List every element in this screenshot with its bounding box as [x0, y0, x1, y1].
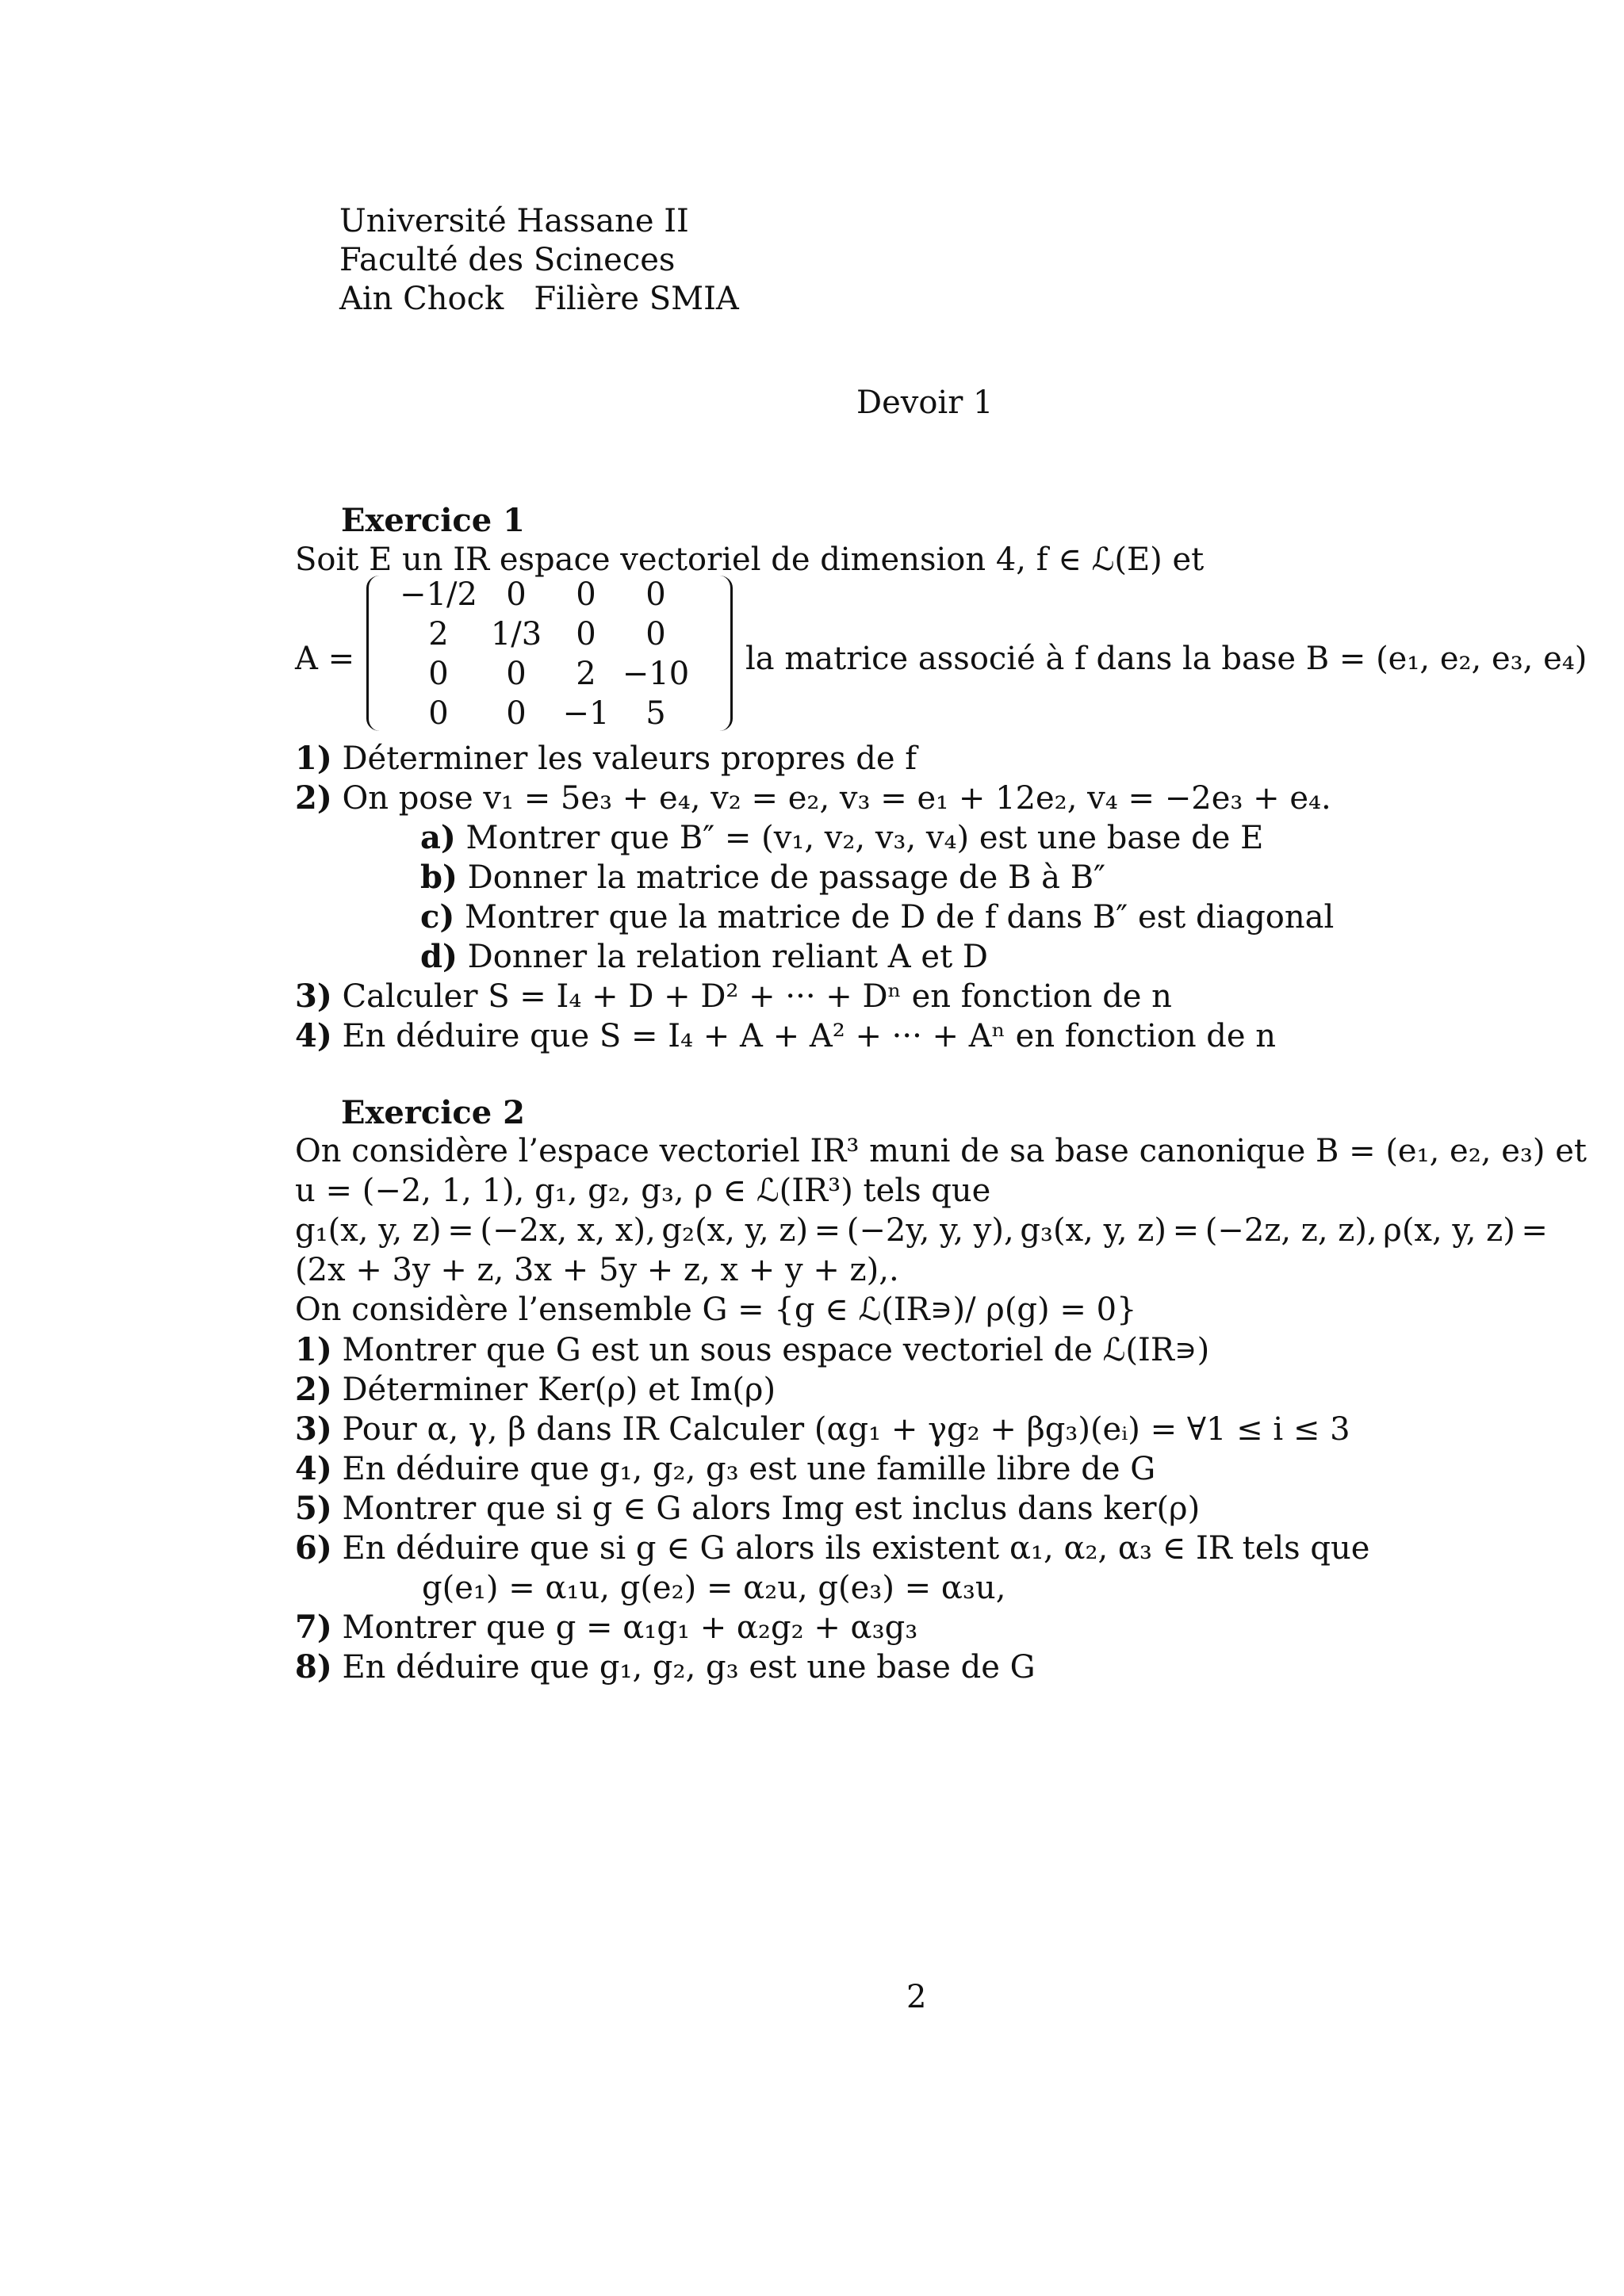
definition-part: =	[1172, 1212, 1200, 1249]
matrix-cell: 0	[506, 656, 527, 692]
question-number: 2)	[295, 779, 332, 817]
matrix-cell: 0	[428, 695, 449, 732]
exercise-1-intro: Soit E un IR espace vectoriel de dimension 4, f ∈ ℒ(E) et	[295, 541, 1205, 578]
matrix-cell: −1	[562, 695, 610, 732]
document-title: Devoir 1	[856, 385, 994, 421]
question-number: 5)	[295, 1490, 332, 1527]
matrix-cell: 0	[506, 576, 527, 613]
definition-part: (−2x, x, x),	[480, 1212, 656, 1249]
exercise-2-intro-2: u = (−2, 1, 1), g₁, g₂, g₃, ρ ∈ ℒ(IR³) tels que	[295, 1173, 991, 1209]
question-number: d)	[420, 938, 458, 975]
question-text: Donner la relation reliant A et D	[457, 939, 988, 975]
ex2-question-1	[295, 1330, 1209, 1370]
question-text: Montrer que g = α₁g₁ + α₂g₂ + α₃g₃	[331, 1609, 918, 1646]
ex1-question-4	[295, 1016, 1276, 1056]
left-parenthesis	[366, 576, 393, 731]
question-number: 1)	[295, 740, 332, 777]
question-text: g(e₁) = α₁u, g(e₂) = α₂u, g(e₃) = α₃u,	[422, 1570, 1006, 1606]
question-number: 2)	[295, 1371, 332, 1408]
matrix-cell: 0	[506, 695, 527, 732]
ex2-question-3	[295, 1410, 1350, 1449]
question-text: En déduire que g₁, g₂, g₃ est une famille libre de G	[331, 1451, 1156, 1487]
ex2-question-8	[295, 1647, 1036, 1687]
ex1-question-1	[295, 739, 917, 779]
matrix-cell: 1/3	[490, 616, 542, 652]
question-text: Calculer S = I₄ + D + D² + ··· + Dⁿ en fonction de n	[331, 978, 1172, 1015]
question-text: En déduire que S = I₄ + A + A² + ··· + Aⁿ en fonction de n	[331, 1018, 1277, 1054]
definition-part: =	[447, 1212, 474, 1249]
question-number: 6)	[295, 1529, 332, 1567]
ex1-question-3	[295, 977, 1172, 1016]
question-number: 1)	[295, 1331, 332, 1368]
question-number: b)	[420, 859, 458, 896]
exercise-2-title: Exercice 2	[341, 1094, 525, 1131]
question-text: En déduire que si g ∈ G alors ils existent α₁, α₂, α₃ ∈ IR tels que	[331, 1530, 1370, 1567]
question-text: Montrer que la matrice de D de f dans B″ est diagonal	[454, 899, 1335, 936]
matrix-cell: 0	[645, 576, 666, 613]
question-number: a)	[420, 819, 456, 856]
question-text: En déduire que g₁, g₂, g₃ est une base de G	[331, 1649, 1036, 1686]
matrix-caption: la matrice associé à f dans la base B = (e₁, e₂, e₃, e₄)	[745, 641, 1588, 677]
faculty-name: Faculté des Scineces	[339, 242, 676, 278]
definition-part: ρ(x, y, z)	[1383, 1212, 1515, 1249]
matrix-label: A =	[295, 641, 355, 677]
definition-part: =	[814, 1212, 841, 1249]
ex1-question-2	[295, 779, 1331, 818]
definition-part: (−2y, y, y),	[846, 1212, 1014, 1249]
matrix-cell: 2	[428, 616, 449, 652]
definition-part: =	[1521, 1212, 1548, 1249]
matrix-cell: 5	[645, 695, 666, 732]
matrix-cell: −10	[622, 656, 690, 692]
ex1-question-2d	[420, 937, 988, 977]
question-text: Montrer que G est un sous espace vectoriel de ℒ(IR∍)	[331, 1332, 1210, 1368]
exercise-2-definitions	[295, 1211, 1548, 1250]
ex1-question-2c	[420, 897, 1334, 937]
question-number: 7)	[295, 1609, 332, 1646]
matrix-cell: 2	[576, 656, 596, 692]
matrix-cell: −1/2	[400, 576, 477, 613]
ex2-question-6-detail	[422, 1568, 1005, 1608]
question-number: 3)	[295, 978, 332, 1015]
question-text: Donner la matrice de passage de B à B″	[457, 859, 1106, 896]
question-number: c)	[420, 898, 455, 936]
question-text: Déterminer Ker(ρ) et Im(ρ)	[331, 1372, 776, 1408]
question-number: 3)	[295, 1410, 332, 1448]
ex2-question-2	[295, 1370, 776, 1410]
ex1-question-2b	[420, 858, 1105, 897]
question-text: On pose v₁ = 5e₃ + e₄, v₂ = e₂, v₃ = e₁ + 12e₂, v₄ = −2e₃ + e₄.	[331, 780, 1331, 817]
right-parenthesis	[707, 576, 733, 731]
definition-part: g₂(x, y, z)	[661, 1212, 809, 1249]
exercise-2-intro-4: (2x + 3y + z, 3x + 5y + z, x + y + z),.	[295, 1252, 899, 1288]
ex2-question-4	[295, 1449, 1155, 1489]
definition-part: (−2z, z, z),	[1205, 1212, 1377, 1249]
exercise-2-intro-1: On considère l’espace vectoriel IR³ muni de sa base canonique B = (e₁, e₂, e₃) et	[295, 1133, 1587, 1169]
university-name: Université Hassane II	[339, 203, 689, 239]
matrix-a	[366, 576, 733, 734]
question-number: 8)	[295, 1648, 332, 1686]
matrix-cell: 0	[576, 616, 596, 652]
ex2-question-7	[295, 1608, 917, 1647]
question-number: 4)	[295, 1017, 332, 1054]
definition-part: g₁(x, y, z)	[295, 1212, 442, 1249]
question-text: Déterminer les valeurs propres de f	[331, 740, 917, 777]
question-text: Montrer que B″ = (v₁, v₂, v₃, v₄) est une base de E	[455, 820, 1264, 856]
question-text: Pour α, γ, β dans IR Calculer (αg₁ + γg₂ + βg₃)(eᵢ) = ∀1 ≤ i ≤ 3	[331, 1411, 1350, 1448]
location-line: Ain Chock Filière SMIA	[339, 281, 739, 317]
ex2-question-5	[295, 1489, 1200, 1529]
matrix-cell: 0	[428, 656, 449, 692]
matrix-cell: 0	[576, 576, 596, 613]
page-number: 2	[906, 1979, 927, 2015]
exercise-1-title: Exercice 1	[341, 502, 525, 539]
definition-part: g₃(x, y, z)	[1020, 1212, 1166, 1249]
question-number: 4)	[295, 1450, 332, 1487]
exercise-2-intro-5: On considère l’ensemble G = {g ∈ ℒ(IR∍)/ ρ(g) = 0}	[295, 1292, 1137, 1328]
question-text: Montrer que si g ∈ G alors Img est inclus dans ker(ρ)	[331, 1490, 1201, 1527]
matrix-cell: 0	[645, 616, 666, 652]
ex2-question-6	[295, 1529, 1369, 1568]
ex1-question-2a	[420, 818, 1263, 858]
